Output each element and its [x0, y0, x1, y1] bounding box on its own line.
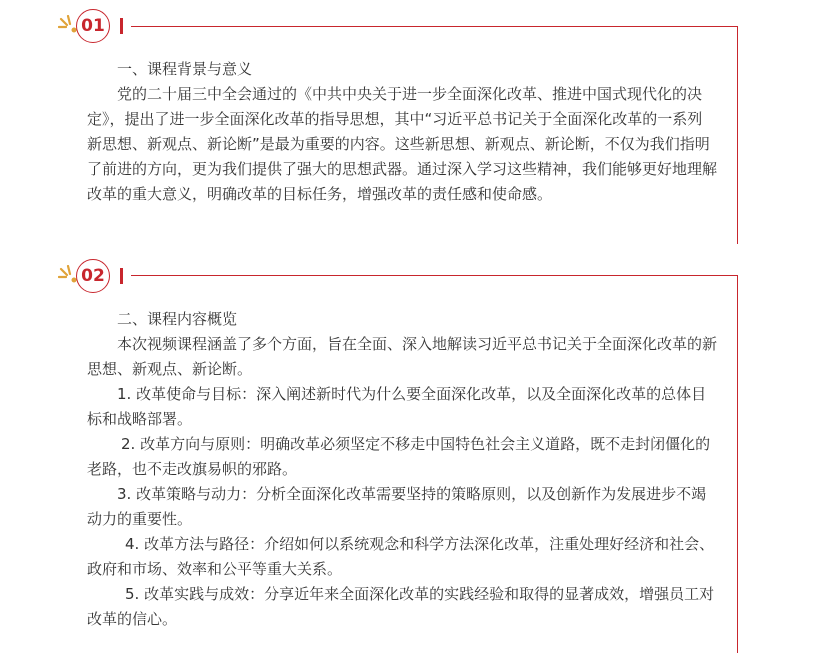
- list-item: 3. 改革策略与动力：分析全面深化改革需要坚持的策略原则，以及创新作为发展进步不竭动力的重要性。: [87, 485, 707, 528]
- right-rule: [737, 26, 738, 244]
- header-rule: [131, 26, 738, 27]
- section-badge: [58, 9, 130, 49]
- section-intro: 本次视频课程涵盖了多个方面，旨在全面、深入地解读习近平总书记关于全面深化改革的新思想、新观点、新论断。: [87, 335, 718, 378]
- list-item: 5. 改革实践与成效：分享近年来全面深化改革的实践经验和取得的显著成效，增强员工对改革的信心。: [87, 585, 715, 628]
- accent-bar: [120, 268, 123, 284]
- section-heading: 一、课程背景与意义: [117, 60, 253, 78]
- right-rule: [737, 275, 738, 653]
- section-body: [87, 57, 717, 207]
- section-number: 01: [76, 9, 110, 43]
- section-02: [0, 250, 815, 653]
- list-item: 1. 改革使命与目标：深入阐述新时代为什么要全面深化改革，以及全面深化改革的总体目标和战略部署。: [87, 385, 707, 428]
- list-item: 4. 改革方法与路径：介绍如何以系统观念和科学方法深化改革，注重处理好经济和社会、政府和市场、效率和公平等重大关系。: [87, 535, 715, 578]
- section-badge: [58, 259, 130, 299]
- accent-bar: [120, 18, 123, 34]
- section-paragraph: 党的二十届三中全会通过的《中共中央关于进一步全面深化改革、推进中国式现代化的决定》，提出了进一步全面深化改革的指导思想，其中“习近平总书记关于全面深化改革的一系列新思想、新观点、新论断”是最为重要的内容。这些新思想、新观点、新论断，不仅为我们指明了前进的方向，更为我们提供了强大的思想武器。通过深入学习这些精神，我们能够更好地理解改革的重大意义，明确改革的目标任务，增强改革的责任感和使命感。: [87, 85, 718, 203]
- header-rule: [131, 275, 738, 276]
- section-number: 02: [76, 259, 110, 293]
- list-item: 2. 改革方向与原则：明确改革必须坚定不移走中国特色社会主义道路，既不走封闭僵化的老路，也不走改旗易帜的邪路。: [87, 435, 711, 478]
- section-01: [0, 0, 815, 245]
- section-heading: 二、课程内容概览: [117, 310, 238, 328]
- section-body: [87, 307, 717, 632]
